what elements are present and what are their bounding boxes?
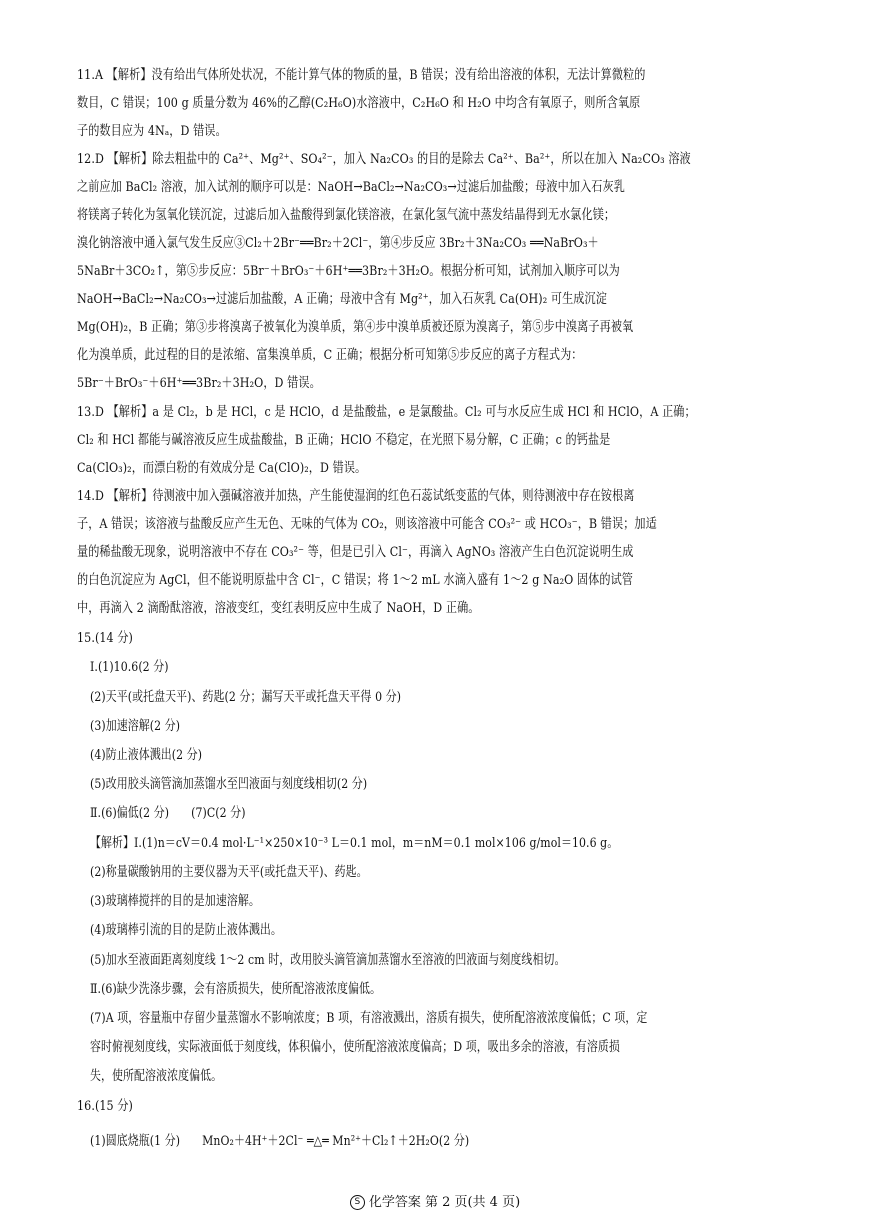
line-16: 14.D 【解析】待测液中加入强碱溶液并加热，产生能使湿润的红色石蕊试纸变蓝的气体，则待测液中存在铵根离 <box>77 489 635 504</box>
line-4: 12.D 【解析】除去粗盐中的 Ca²⁺、Mg²⁺、SO₄²⁻，加入 Na₂CO₃ 的目的是除去 Ca²⁺、Ba²⁺，所以在加入 Na₂CO₃ 溶液 <box>77 152 691 167</box>
line-25: (4)防止液体溅出(2 分) <box>90 748 203 763</box>
line-29: (2)称量碳酸钠用的主要仪器为天平(或托盘天平)、药匙。 <box>90 865 368 880</box>
line-27: Ⅱ.(6)偏低(2 分) (7)C(2 分) <box>90 806 246 821</box>
line-18: 量的稀盐酸无现象，说明溶液中不存在 CO₃²⁻ 等，但是已引入 Cl⁻，再滴入 AgNO₃ 溶液产生白色沉淀说明生成 <box>77 545 634 560</box>
line-9: NaOH→BaCl₂→Na₂CO₃→过滤后加盐酸，A 正确；母液中含有 Mg²⁺，加入石灰乳 Ca(OH)₂ 可生成沉淀 <box>77 292 607 307</box>
line-8: 5NaBr＋3CO₂↑，第⑤步反应：5Br⁻＋BrO₃⁻＋6H⁺══3Br₂＋3H₂O。根据分析可知，试剂加入顺序可以为 <box>77 264 620 279</box>
line-36: 失，使所配溶液浓度偏低。 <box>90 1069 223 1084</box>
line-23: (2)天平(或托盘天平)、药匙(2 分；漏写天平或托盘天平得 0 分) <box>90 690 402 705</box>
line-24: (3)加速溶解(2 分) <box>90 719 181 734</box>
line-32: (5)加水至液面距离刻度线 1～2 cm 时，改用胶头滴管滴加蒸馏水至溶液的凹液面与刻度线相切。 <box>90 953 566 968</box>
line-31: (4)玻璃棒引流的目的是防止液体溅出。 <box>90 923 282 938</box>
line-13: 13.D 【解析】a 是 Cl₂，b 是 HCl，c 是 HClO，d 是盐酸盐，e 是氯酸盐。Cl₂ 可与水反应生成 HCl 和 HClO，A 正确； <box>77 405 696 420</box>
line-26: (5)改用胶头滴管滴加蒸馏水至凹液面与刻度线相切(2 分) <box>90 777 368 792</box>
line-35: 容时俯视刻度线，实际液面低于刻度线，体积偏小，使所配溶液浓度偏高；D 项，吸出多余的溶液，有溶质损 <box>90 1040 620 1055</box>
line-12: 5Br⁻＋BrO₃⁻＋6H⁺══3Br₂＋3H₂O，D 错误。 <box>77 376 321 391</box>
line-1: 11.A 【解析】没有给出气体所处状况，不能计算气体的物质的量，B 错误；没有给出溶液的体积，无法计算微粒的 <box>77 68 646 83</box>
line-28: 【解析】Ⅰ.(1)n＝cV＝0.4 mol·L⁻¹×250×10⁻³ L＝0.1 mol，m＝nM＝0.1 mol×106 g/mol＝10.6 g。 <box>90 836 619 851</box>
footer-text: 化学答案 第 2 页(共 4 页) <box>368 1195 521 1210</box>
line-7: 溴化钠溶液中通入氯气发生反应③Cl₂＋2Br⁻══Br₂＋2Cl⁻，第④步反应 3Br₂＋3Na₂CO₃ ══NaBrO₃＋ <box>77 236 599 251</box>
line-15: Ca(ClO₃)₂，而漂白粉的有效成分是 Ca(ClO)₂，D 错误。 <box>77 461 367 476</box>
line-6: 将镁离子转化为氢氧化镁沉淀，过滤后加入盐酸得到氯化镁溶液，在氯化氢气流中蒸发结晶得到无水氯化镁； <box>77 208 616 223</box>
page-footer <box>0 1191 870 1210</box>
line-20: 中，再滴入 2 滴酚酞溶液，溶液变红，变红表明反应中生成了 NaOH，D 正确。 <box>77 601 480 616</box>
line-34: (7)A 项，容量瓶中存留少量蒸馏水不影响浓度；B 项，有溶液溅出，溶质有损失，使所配溶液浓度偏低；C 项，定 <box>90 1011 648 1026</box>
line-21: 15.(14 分) <box>77 631 133 646</box>
s-badge-icon: S <box>350 1195 365 1210</box>
line-38: (1)圆底烧瓶(1 分) MnO₂＋4H⁺＋2Cl⁻ ═△═ Mn²⁺＋Cl₂↑＋2H₂O(2 分) <box>90 1134 470 1149</box>
line-33: Ⅱ.(6)缺少洗涤步骤，会有溶质损失，使所配溶液浓度偏低。 <box>90 982 382 997</box>
line-22: Ⅰ.(1)10.6(2 分) <box>90 660 169 675</box>
line-5: 之前应加 BaCl₂ 溶液，加入试剂的顺序可以是：NaOH→BaCl₂→Na₂CO₃→过滤后加盐酸；母液中加入石灰乳 <box>77 180 625 195</box>
line-3: 子的数目应为 4Nₐ，D 错误。 <box>77 124 227 139</box>
line-30: (3)玻璃棒搅拌的目的是加速溶解。 <box>90 894 260 909</box>
line-2: 数目，C 错误；100 g 质量分数为 46%的乙醇(C₂H₆O)水溶液中，C₂H₆O 和 H₂O 中均含有氧原子，则所含氧原 <box>77 96 641 111</box>
line-10: Mg(OH)₂，B 正确；第③步将溴离子被氧化为溴单质，第④步中溴单质被还原为溴离子，第⑤步中溴离子再被氧 <box>77 320 634 335</box>
line-14: Cl₂ 和 HCl 都能与碱溶液反应生成盐酸盐，B 正确；HClO 不稳定，在光照下易分解，C 正确；c 的钙盐是 <box>77 433 611 448</box>
line-19: 的白色沉淀应为 AgCl，但不能说明原盐中含 Cl⁻，C 错误；将 1～2 mL 水滴入盛有 1～2 g Na₂O 固体的试管 <box>77 573 634 588</box>
line-17: 子，A 错误；该溶液与盐酸反应产生无色、无味的气体为 CO₂，则该溶液中可能含 CO₃²⁻ 或 HCO₃⁻，B 错误；加适 <box>77 517 657 532</box>
line-11: 化为溴单质，此过程的目的是浓缩、富集溴单质，C 正确；根据分析可知第⑤步反应的离子方程式为： <box>77 348 583 363</box>
line-37: 16.(15 分) <box>77 1099 133 1114</box>
